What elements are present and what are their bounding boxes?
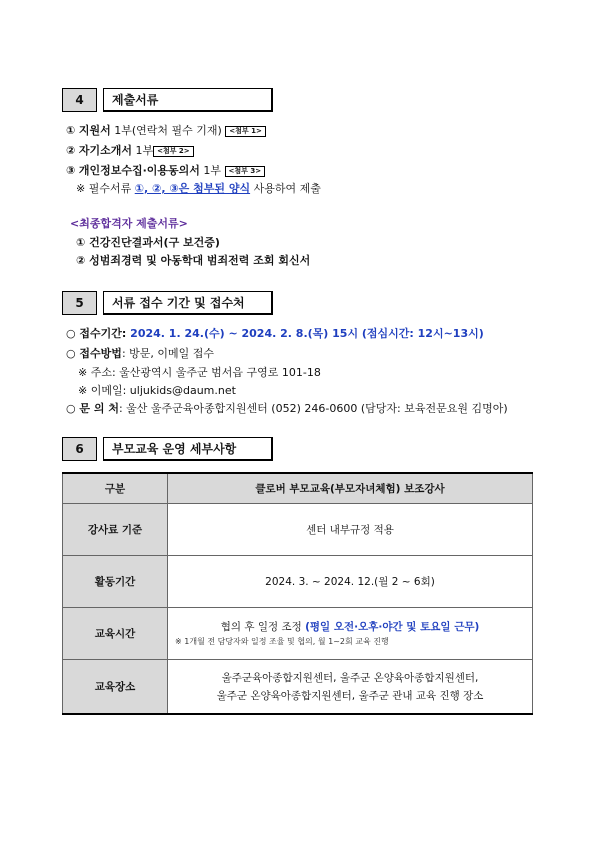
table-row <box>63 503 533 555</box>
list-item: ① 지원서 1부(연락처 필수 기재) <첨부 1> <box>66 122 266 138</box>
method-line: ○ 접수방법: 방문, 이메일 접수 <box>66 347 215 360</box>
section-number: 4 <box>62 88 97 112</box>
contact-line: ○ 문 의 처: 울산 울주군육아종합지원센터 (052) 246-0600 (담당자: 보육전문요원 김명아) <box>66 402 508 415</box>
final-docs-title: <최종합격자 제출서류> <box>70 217 188 230</box>
row-key: 강사료 기준 <box>63 503 168 555</box>
attachment-tag: <첨부 2> <box>153 146 194 157</box>
address-line: ※ 주소: 울산광역시 울주군 범서읍 구영로 101-18 <box>78 366 321 379</box>
attachment-tag: <첨부 3> <box>225 166 266 177</box>
row-key: 활동기간 <box>63 555 168 607</box>
section-number: 6 <box>62 437 97 461</box>
list-item: ③ 개인정보수집·이용동의서 1부 <첨부 3> <box>66 162 265 178</box>
section-6-header <box>62 437 273 461</box>
row-key: 교육장소 <box>63 659 168 714</box>
row-value: 협의 후 일정 조정 (평일 오전·오후·야간 및 토요일 근무) ※ 1개월 전 담당자와 일정 조율 및 협의, 월 1~2회 교육 진행 <box>168 607 533 659</box>
table-row <box>63 659 533 714</box>
row-value: 센터 내부규정 적용 <box>168 503 533 555</box>
list-item: ② 성범죄경력 및 아동학대 범죄전력 조회 회신서 <box>76 254 311 267</box>
list-item: ② 자기소개서 1부 <첨부 2> <box>66 142 194 158</box>
row-value: 2024. 3. ~ 2024. 12.(월 2 ~ 6회) <box>168 555 533 607</box>
section-title: 서류 접수 기간 및 접수처 <box>103 291 273 315</box>
list-item: ① 건강진단결과서(구 보건증) <box>76 236 220 249</box>
section-4-header <box>62 88 273 112</box>
section-title: 제출서류 <box>103 88 273 112</box>
table-row <box>63 555 533 607</box>
section-5-header <box>62 291 273 315</box>
row-value: 울주군육아종합지원센터, 울주군 온양육아종합지원센터, 울주군 온양육아종합지원센터, 울주군 관내 교육 진행 장소 <box>168 659 533 714</box>
attachment-tag: <첨부 1> <box>225 126 266 137</box>
table-row <box>63 607 533 659</box>
operation-details-table <box>62 472 533 715</box>
table-header-row <box>63 473 533 503</box>
email-line: ※ 이메일: uljukids@daum.net <box>78 384 236 397</box>
row-note: ※ 1개월 전 담당자와 일정 조율 및 협의, 월 1~2회 교육 진행 <box>175 637 389 646</box>
table-header-cell: 구분 <box>63 473 168 503</box>
row-key: 교육시간 <box>63 607 168 659</box>
section-title: 부모교육 운영 세부사항 <box>103 437 273 461</box>
required-note: ※ 필수서류 ①, ②, ③은 첨부된 양식 사용하여 제출 <box>76 182 321 195</box>
table-header-cell: 클로버 부모교육(부모자녀체험) 보조강사 <box>168 473 533 503</box>
section-number: 5 <box>62 291 97 315</box>
period-line: ○ 접수기간: 2024. 1. 24.(수) ~ 2024. 2. 8.(목) 15시 (점심시간: 12시~13시) <box>66 327 484 340</box>
